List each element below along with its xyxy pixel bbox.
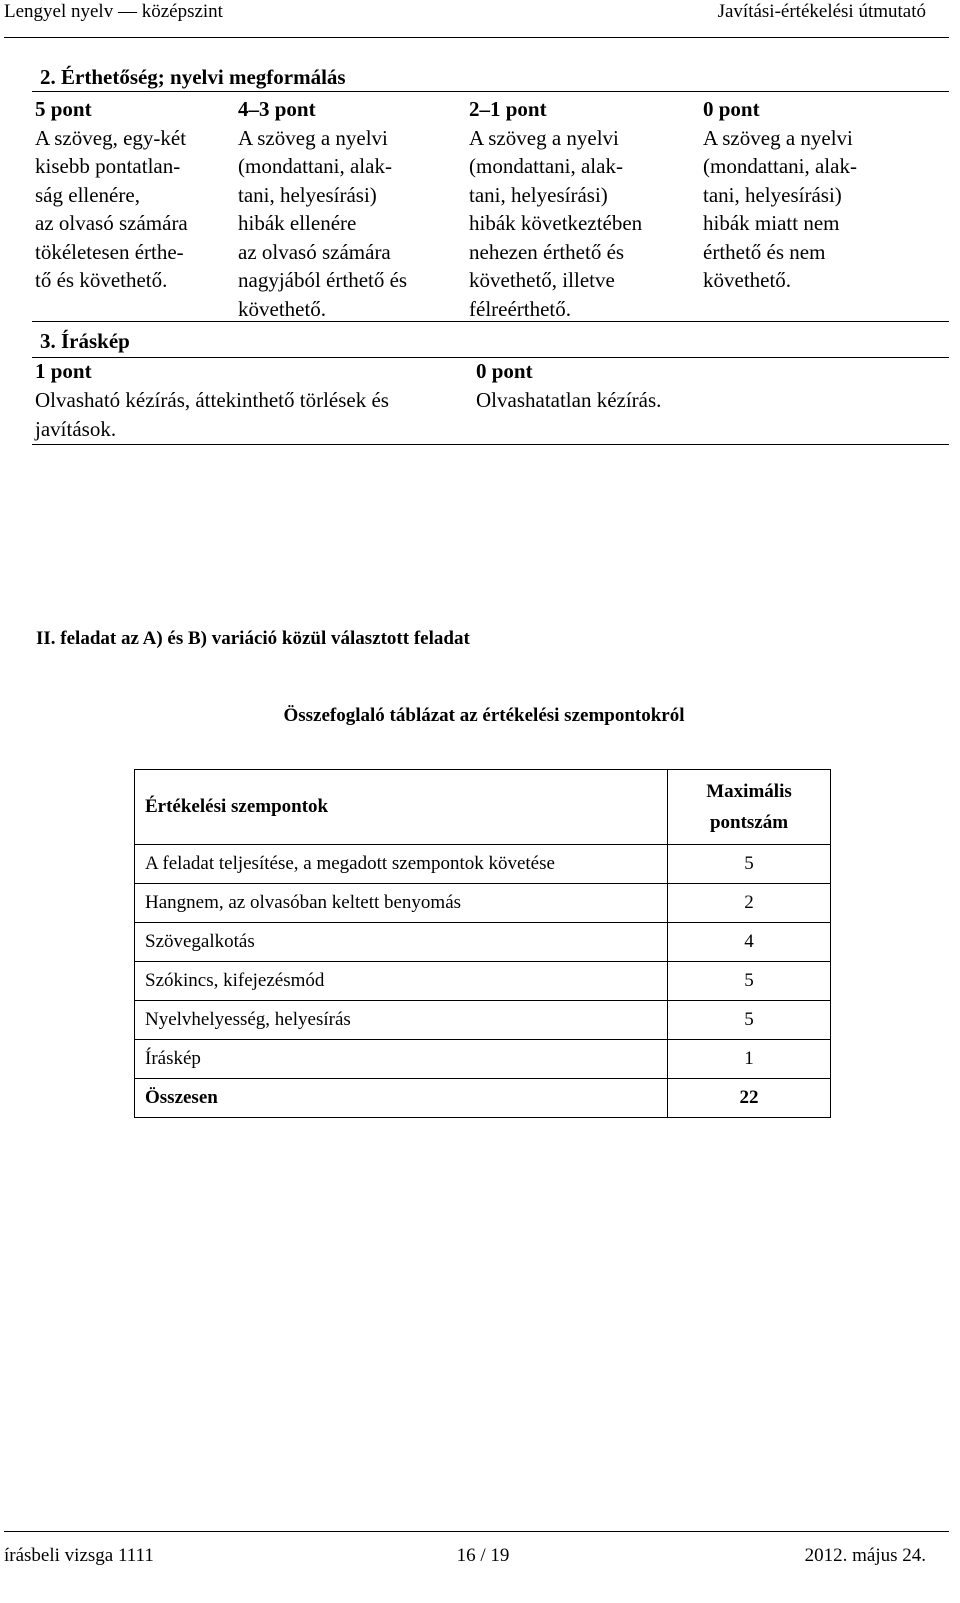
summary-title: Összefoglaló táblázat az értékelési szempontokról <box>283 705 685 726</box>
section-3-right-text: Olvashatatlan kézírás. <box>476 388 662 412</box>
column-line: nagyjából érthető és <box>238 268 408 292</box>
column-line: (mondattani, alak- <box>238 154 392 178</box>
column-points: 0 pont <box>703 97 760 121</box>
row-label: Íráskép <box>135 1040 668 1079</box>
row-value: 4 <box>668 923 831 962</box>
column-points: 5 pont <box>35 97 92 121</box>
header-subject: Lengyel nyelv — középszint <box>4 1 223 22</box>
table-row <box>135 1040 831 1079</box>
footer-exam-code: írásbeli vizsga 1111 <box>4 1545 154 1566</box>
criteria-column-2-1-points <box>469 95 642 323</box>
row-label: A feladat teljesítése, a megadott szempontok követése <box>135 845 668 884</box>
row-label: Hangnem, az olvasóban keltett benyomás <box>135 884 668 923</box>
column-line: ság ellenére, <box>35 182 140 207</box>
table-row <box>135 962 831 1001</box>
column-points: 4–3 pont <box>238 97 316 121</box>
section-2-title: 2. Érthetőség; nyelvi megformálás <box>40 65 346 89</box>
column-line: követhető, illetve <box>469 268 615 292</box>
footer-rule <box>4 1531 949 1532</box>
column-points: 2–1 pont <box>469 97 547 121</box>
column-line: tani, helyesírási) <box>238 182 377 207</box>
total-value: 22 <box>668 1079 831 1118</box>
header-max-points <box>668 770 831 845</box>
column-line: A szöveg a nyelvi <box>238 125 388 150</box>
column-line: tő és követhető. <box>35 268 168 292</box>
column-line: az olvasó számára <box>238 239 391 264</box>
table-row <box>135 845 831 884</box>
table-row <box>135 1001 831 1040</box>
column-line: A szöveg, egy-két <box>35 125 187 150</box>
table-total-row <box>135 1079 831 1118</box>
row-label: Szövegalkotás <box>135 923 668 962</box>
row-label: Szókincs, kifejezésmód <box>135 962 668 1001</box>
column-line: követhető. <box>703 268 792 292</box>
criteria-column-4-3-points <box>238 95 407 323</box>
table-header-row <box>135 770 831 845</box>
column-line: hibák miatt nem <box>703 211 840 235</box>
row-value: 1 <box>668 1040 831 1079</box>
column-line: követhető. <box>238 296 327 321</box>
header-max-line-1: Maximális <box>706 781 792 802</box>
row-value: 2 <box>668 884 831 923</box>
column-line: nehezen érthető és <box>469 239 625 264</box>
header-rule <box>4 37 949 38</box>
column-line: tökéletesen érthe- <box>35 239 184 264</box>
column-line: A szöveg a nyelvi <box>703 125 853 150</box>
column-line: az olvasó számára <box>35 211 188 235</box>
section-3-right-points: 0 pont <box>476 359 533 383</box>
footer-page-number: 16 / 19 <box>456 1545 510 1566</box>
table-row <box>135 923 831 962</box>
criteria-column-5-points <box>35 95 188 295</box>
header-criteria: Értékelési szempontok <box>135 770 668 845</box>
section-2-rule <box>32 91 949 92</box>
row-value: 5 <box>668 1001 831 1040</box>
column-line: tani, helyesírási) <box>469 182 608 207</box>
total-label: Összesen <box>135 1079 668 1118</box>
column-line: kisebb pontatlan- <box>35 154 181 178</box>
section-3-title: 3. Íráskép <box>40 329 130 353</box>
header-doc-type: Javítási-értékelési útmutató <box>717 1 926 22</box>
section-3-left-line-2: javítások. <box>35 417 117 441</box>
section-2-bottom-rule <box>32 321 949 322</box>
column-line: (mondattani, alak- <box>703 154 857 178</box>
column-line: (mondattani, alak- <box>469 154 623 178</box>
row-value: 5 <box>668 962 831 1001</box>
summary-table <box>134 769 831 1118</box>
column-line: A szöveg a nyelvi <box>469 125 619 150</box>
section-3-left-points: 1 pont <box>35 359 92 383</box>
column-line: érthető és nem <box>703 239 826 264</box>
header-max-line-2: pontszám <box>709 812 789 833</box>
section-3-bottom-rule <box>32 444 949 445</box>
row-label: Nyelvhelyesség, helyesírás <box>135 1001 668 1040</box>
table-row <box>135 884 831 923</box>
row-value: 5 <box>668 845 831 884</box>
column-line: hibák következtében <box>469 211 643 235</box>
column-line: hibák ellenére <box>238 211 357 235</box>
section-3-left-line-1: Olvasható kézírás, áttekinthető törlések és <box>35 388 389 412</box>
footer-date: 2012. május 24. <box>804 1545 926 1566</box>
criteria-column-0-points <box>703 95 857 295</box>
task-heading: II. feladat az A) és B) variáció közül választott feladat <box>36 628 470 649</box>
column-line: tani, helyesírási) <box>703 182 842 207</box>
column-line: félreérthető. <box>469 296 572 321</box>
